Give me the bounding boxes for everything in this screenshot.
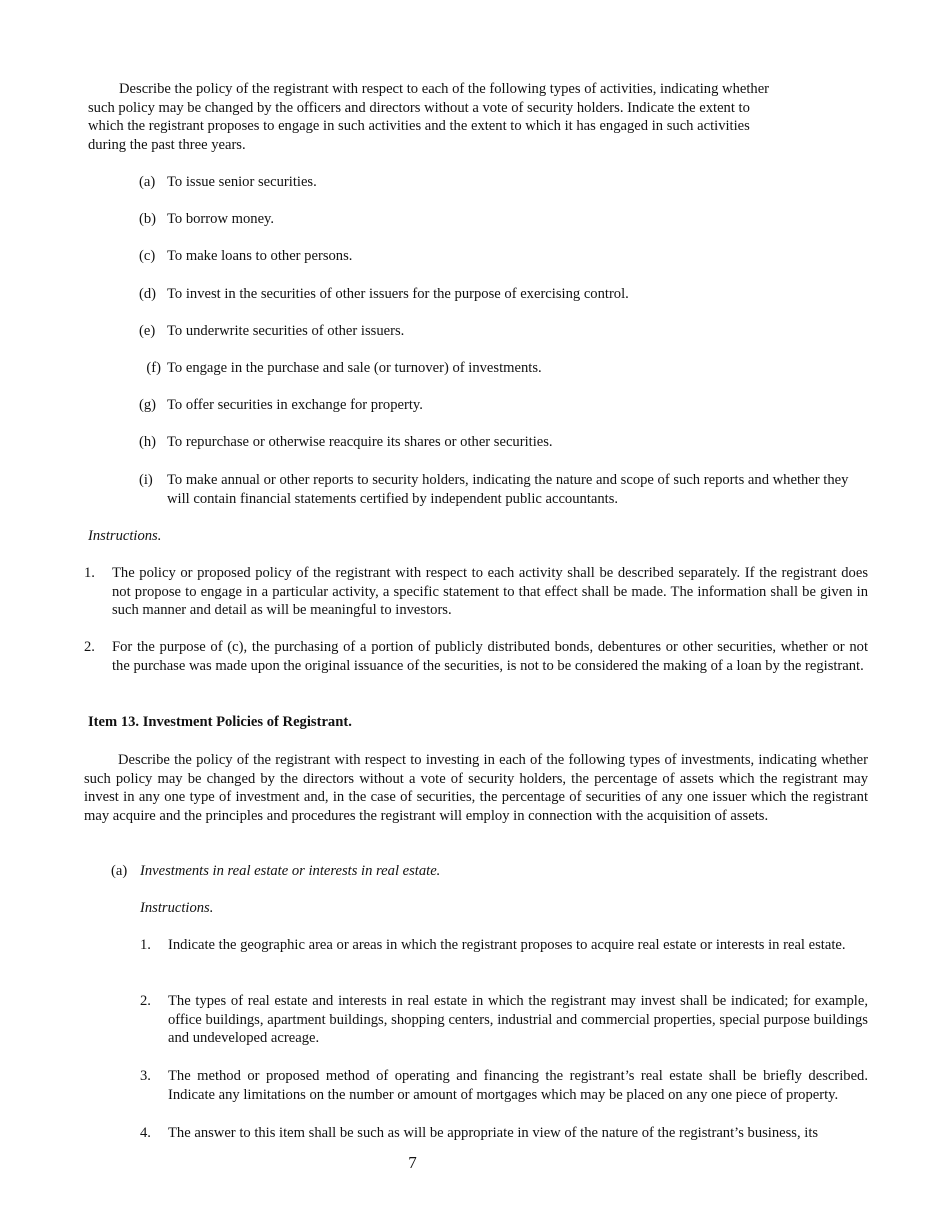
activity-item-i (139, 471, 869, 508)
activity-label: (h) (139, 434, 157, 450)
activity-label: (d) (139, 286, 157, 302)
subsection-a (111, 862, 440, 881)
item13-paragraph: Describe the policy of the registrant with respect to investing in each of the following types of investments, indicating whether such policy may be changed by the directors without a vote of security holders, the percentage of assets which the registrant may invest in any one type of investment and, in the case of securities, the percentage of securities of any one issuer which the registrant may acquire and the principles and procedures the registrant will employ in connection with the acquisition of assets. (84, 752, 868, 824)
intro-paragraph: Describe the policy of the registrant with respect to each of the following types of activities, indicating whether such policy may be changed by the officers and directors without a vote of security holders. Indicate the extent to which the registrant proposes to engage in such activities and the extent to which it has engaged in such activities during the past three years. (88, 81, 770, 153)
activity-text: To borrow money. (167, 211, 275, 227)
activity-text: To invest in the securities of other issuers for the purpose of exercising control. (167, 286, 629, 302)
sub-instruction-item-4 (140, 1124, 868, 1143)
page-number: 7 (408, 1153, 417, 1172)
activity-item-h (139, 433, 869, 452)
sub-instruction-item-1 (140, 936, 868, 955)
instruction-number: 1. (84, 565, 95, 581)
activity-label: (g) (139, 397, 157, 413)
sub-instruction-text: Indicate the geographic area or areas in which the registrant proposes to acquire real estate or interests in real estate. (168, 937, 846, 953)
activity-item-b (139, 210, 869, 229)
activity-item-g (139, 396, 869, 415)
activity-label: (c) (139, 248, 156, 264)
activity-text: To offer securities in exchange for property. (167, 397, 423, 413)
sub-instruction-item-3 (140, 1067, 868, 1104)
activity-label: (b) (139, 211, 157, 227)
item13-heading: Item 13. Investment Policies of Registrant. (88, 714, 352, 730)
instruction-item-1 (84, 564, 868, 620)
sub-instruction-item-2 (140, 992, 868, 1048)
instruction-number: 2. (84, 639, 95, 655)
instruction-text: For the purpose of (c), the purchasing of a portion of publicly distributed bonds, debentures or other securities, whether or not the purchase was made upon the original issuance of the securities, is not to be considered the making of a loan by the registrant. (112, 639, 868, 674)
activity-item-c (139, 247, 869, 266)
sub-instruction-number: 1. (140, 937, 151, 953)
activity-text: To make annual or other reports to security holders, indicating the nature and scope of such reports and whether they will contain financial statements certified by independent public accountants. (167, 472, 849, 507)
sub-instruction-text: The method or proposed method of operating and financing the registrant’s real estate shall be briefly described. Indicate any limitations on the number or amount of mortgages which may be placed on any one piece of property. (168, 1068, 868, 1103)
activity-item-f (139, 359, 869, 378)
subsection-label: (a) (111, 863, 128, 879)
activity-item-d (139, 285, 869, 304)
instructions-heading: Instructions. (88, 528, 162, 544)
subsection-title: Investments in real estate or interests in real estate. (140, 863, 441, 879)
activity-label: (i) (139, 472, 153, 488)
activity-label: (f) (146, 360, 161, 376)
sub-instructions-heading: Instructions. (140, 900, 214, 916)
activity-text: To issue senior securities. (167, 174, 317, 190)
activity-label: (a) (139, 174, 156, 190)
instruction-item-2 (84, 638, 868, 675)
activity-text: To repurchase or otherwise reacquire its shares or other securities. (167, 434, 553, 450)
instruction-text: The policy or proposed policy of the registrant with respect to each activity shall be described separately. If the registrant does not propose to engage in a particular activity, a specific statement to that effect shall be made. The information shall be given in such manner and detail as will be meaningful to investors. (112, 565, 868, 619)
activity-text: To underwrite securities of other issuers. (167, 323, 405, 339)
sub-instruction-number: 4. (140, 1125, 151, 1141)
activity-text: To engage in the purchase and sale (or turnover) of investments. (167, 360, 542, 376)
activity-text: To make loans to other persons. (167, 248, 353, 264)
activity-item-a (139, 173, 869, 192)
sub-instruction-text: The answer to this item shall be such as will be appropriate in view of the nature of the registrant’s business, its (168, 1125, 819, 1141)
sub-instruction-text: The types of real estate and interests in real estate in which the registrant may invest shall be indicated; for example, office buildings, apartment buildings, shopping centers, industrial and commercial properties, special purpose buildings and undeveloped acreage. (168, 993, 868, 1047)
sub-instruction-number: 2. (140, 993, 151, 1009)
activity-item-e (139, 322, 869, 341)
activity-label: (e) (139, 323, 156, 339)
sub-instruction-number: 3. (140, 1068, 151, 1084)
